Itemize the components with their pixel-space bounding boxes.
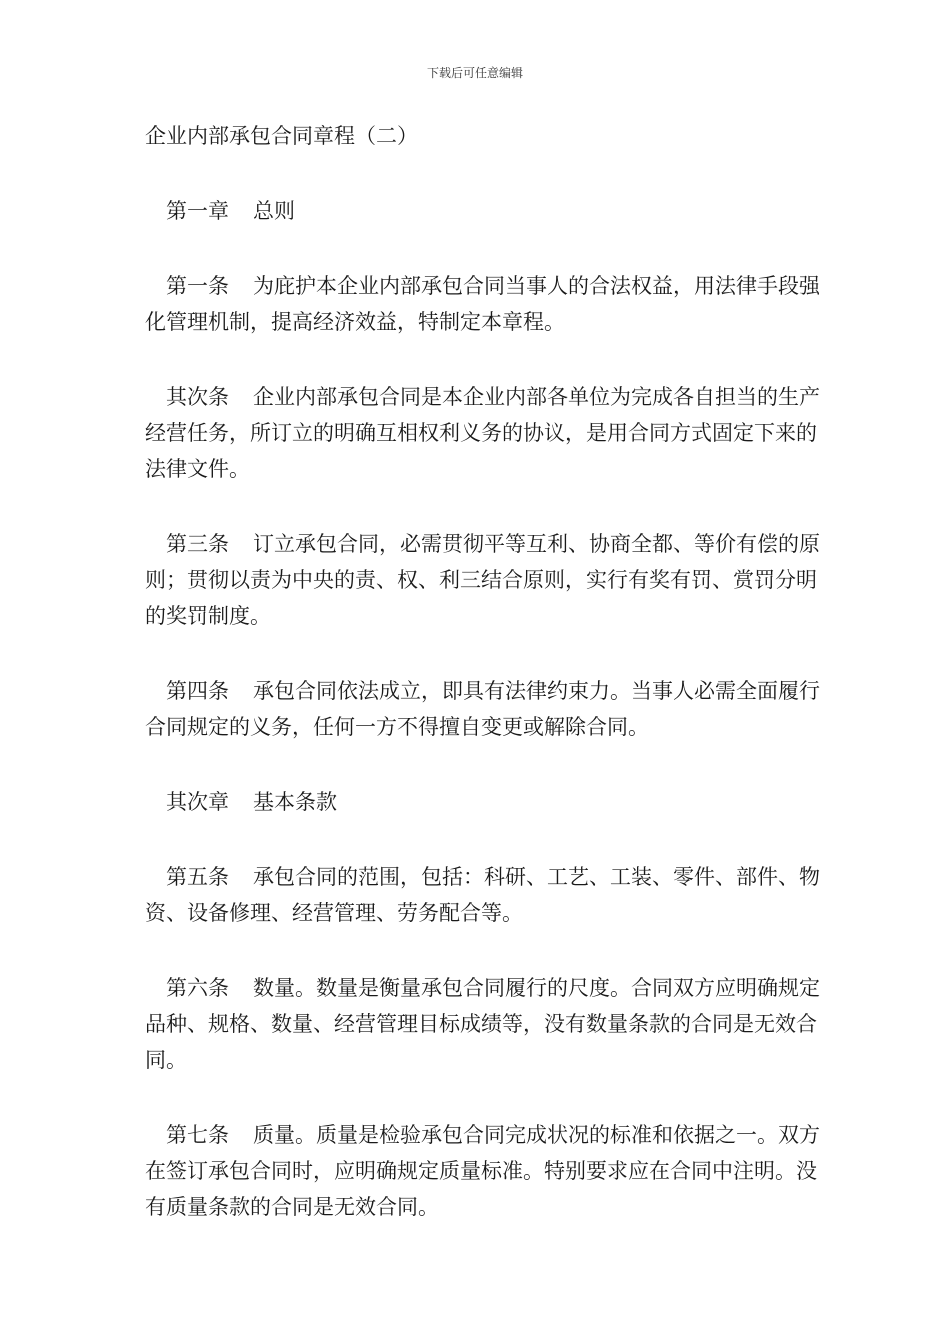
chapter-1-heading [145, 193, 825, 229]
article-2-text: 企业内部承包合同是本企业内部各单位为完成各自担当的生产经营任务，所订立的明确互相权利义务的协议，是用合同方式固定下来的法律文件。 [145, 385, 820, 481]
chapter-2-name: 基本条款 [253, 790, 337, 814]
article-1 [145, 268, 825, 340]
document-title: 企业内部承包合同章程（二） [145, 124, 418, 148]
document-body [145, 118, 825, 1264]
article-5 [145, 859, 825, 931]
article-4 [145, 673, 825, 745]
article-5-text: 承包合同的范围，包括：科研、工艺、工装、零件、部件、物资、设备修理、经营管理、劳务配合等。 [145, 865, 820, 925]
article-7-label: 第七条 [166, 1123, 229, 1147]
chapter-1-label: 第一章 [166, 199, 229, 223]
article-3-text: 订立承包合同，必需贯彻平等互利、协商全都、等价有偿的原则；贯彻以责为中央的责、权、利三结合原则，实行有奖有罚、赏罚分明的奖罚制度。 [145, 532, 820, 628]
article-1-label: 第一条 [166, 274, 229, 298]
chapter-2-heading [145, 784, 825, 820]
article-6-label: 第六条 [166, 976, 229, 1000]
article-2-label: 其次条 [166, 385, 229, 409]
article-4-label: 第四条 [166, 679, 229, 703]
article-3-label: 第三条 [166, 532, 229, 556]
article-1-text: 为庇护本企业内部承包合同当事人的合法权益，用法律手段强化管理机制，提高经济效益，特制定本章程。 [145, 274, 820, 334]
article-7-text: 质量。质量是检验承包合同完成状况的标准和依据之一。双方在签订承包合同时，应明确规定质量标准。特别要求应在合同中注明。没有质量条款的合同是无效合同。 [145, 1123, 820, 1219]
article-2 [145, 379, 825, 487]
article-7 [145, 1117, 825, 1225]
article-6 [145, 970, 825, 1078]
article-4-text: 承包合同依法成立，即具有法律约束力。当事人必需全面履行合同规定的义务，任何一方不得擅自变更或解除合同。 [145, 679, 820, 739]
chapter-2-label: 其次章 [166, 790, 229, 814]
chapter-1-name: 总则 [253, 199, 295, 223]
article-5-label: 第五条 [166, 865, 229, 889]
article-3 [145, 526, 825, 634]
article-6-text: 数量。数量是衡量承包合同履行的尺度。合同双方应明确规定品种、规格、数量、经营管理目标成绩等，没有数量条款的合同是无效合同。 [145, 976, 820, 1072]
header-note: 下载后可任意编辑 [426, 66, 523, 80]
